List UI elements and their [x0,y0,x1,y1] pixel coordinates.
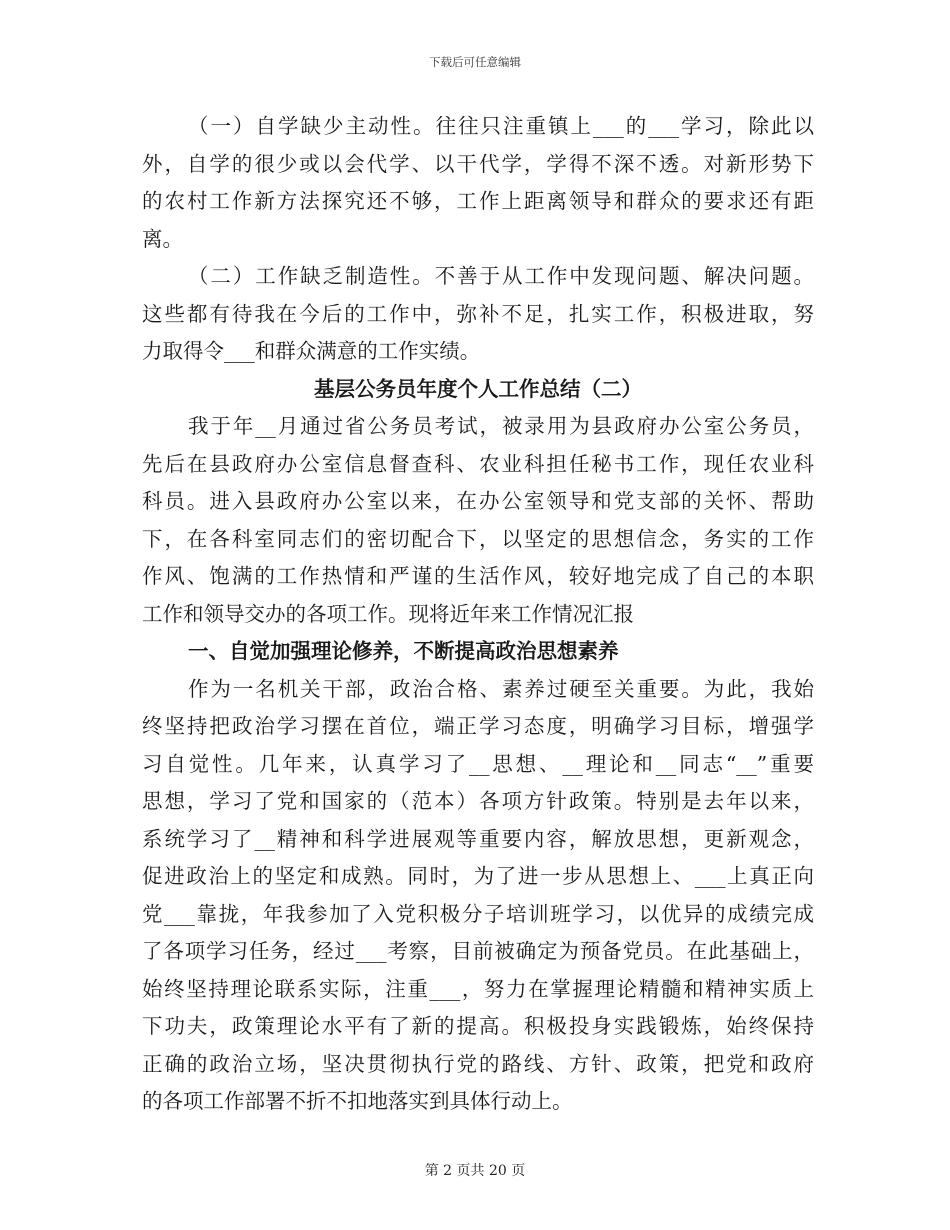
paragraph-line: 作风、饱满的工作热情和严谨的生活作风，较好地完成了自己的本职 [142,564,814,588]
paragraph-line: 离。 [142,226,183,251]
paragraph-line: 力取得令___和群众满意的工作实绩。 [142,339,481,363]
paragraph-line: 科员。进入县政府办公室以来，在办公室领导和党支部的关怀、帮助 [142,489,814,513]
paragraph-line: 终坚持把政治学习摆在首位，端正学习态度，明确学习目标，增强学 [142,714,814,738]
paragraph-line: （二）工作缺乏制造性。不善于从工作中发现问题、解决问题。 [188,264,814,288]
paragraph-line: 作为一名机关干部，政治合格、素养过硬至关重要。为此，我始 [188,676,814,701]
paragraph-line: 工作和领导交办的各项工作。现将近年来工作情况汇报 [142,601,634,626]
paragraph-line: 的农村工作新方法探究还不够，工作上距离领导和群众的要求还有距 [142,189,814,213]
paragraph-line: 的各项工作部署不折不扣地落实到具体行动上。 [142,1089,573,1113]
paragraph-line: 这些都有待我在今后的工作中，弥补不足，扎实工作，积极进取，努 [142,301,814,326]
section-title: 基层公务员年度个人工作总结（二） [314,376,642,401]
paragraph-line: 下，在各科室同志们的密切配合下，以坚定的思想信念，务实的工作 [142,526,814,551]
paragraph-line: 促进政治上的坚定和成熟。同时，为了进一步从思想上、___上真正向 [142,864,814,888]
paragraph-line: 外，自学的很少或以会代学、以干代学，学得不深不透。对新形势下 [142,151,814,176]
paragraph-line: 正确的政治立场，坚决贯彻执行党的路线、方针、政策，把党和政府 [142,1051,814,1076]
paragraph-line: 系统学习了__精神和科学进展观等重要内容，解放思想，更新观念， [142,826,814,851]
subsection-heading: 一、自觉加强理论修养，不断提高政治思想素养 [188,639,619,663]
paragraph-line: 思想，学习了党和国家的（范本）各项方针政策。特别是去年以来， [142,789,814,813]
paragraph-line: （一）自学缺少主动性。往往只注重镇上___的___学习，除此以 [188,114,814,138]
document-body [142,108,814,1121]
paragraph-line: 党___靠拢，年我参加了入党积极分子培训班学习，以优异的成绩完成 [142,901,814,926]
paragraph-line: 了各项学习任务，经过___考察，目前被确定为预备党员。在此基础上， [142,939,814,963]
paragraph-line: 下功夫，政策理论水平有了新的提高。积极投身实践锻炼，始终保持 [142,1014,814,1038]
paragraph-line: 我于年__月通过省公务员考试，被录用为县政府办公室公务员， [188,414,814,438]
paragraph-line: 习自觉性。几年来，认真学习了__思想、__理论和__同志“__”重要 [142,751,814,776]
header-note: 下载后可任意编辑 [429,55,521,69]
page-number: 第 2 页共 20 页 [424,1163,526,1179]
paragraph-line: 先后在县政府办公室信息督查科、农业科担任秘书工作，现任农业科 [142,451,814,476]
paragraph-line: 始终坚持理论联系实际，注重___，努力在掌握理论精髓和精神实质上 [142,976,814,1001]
